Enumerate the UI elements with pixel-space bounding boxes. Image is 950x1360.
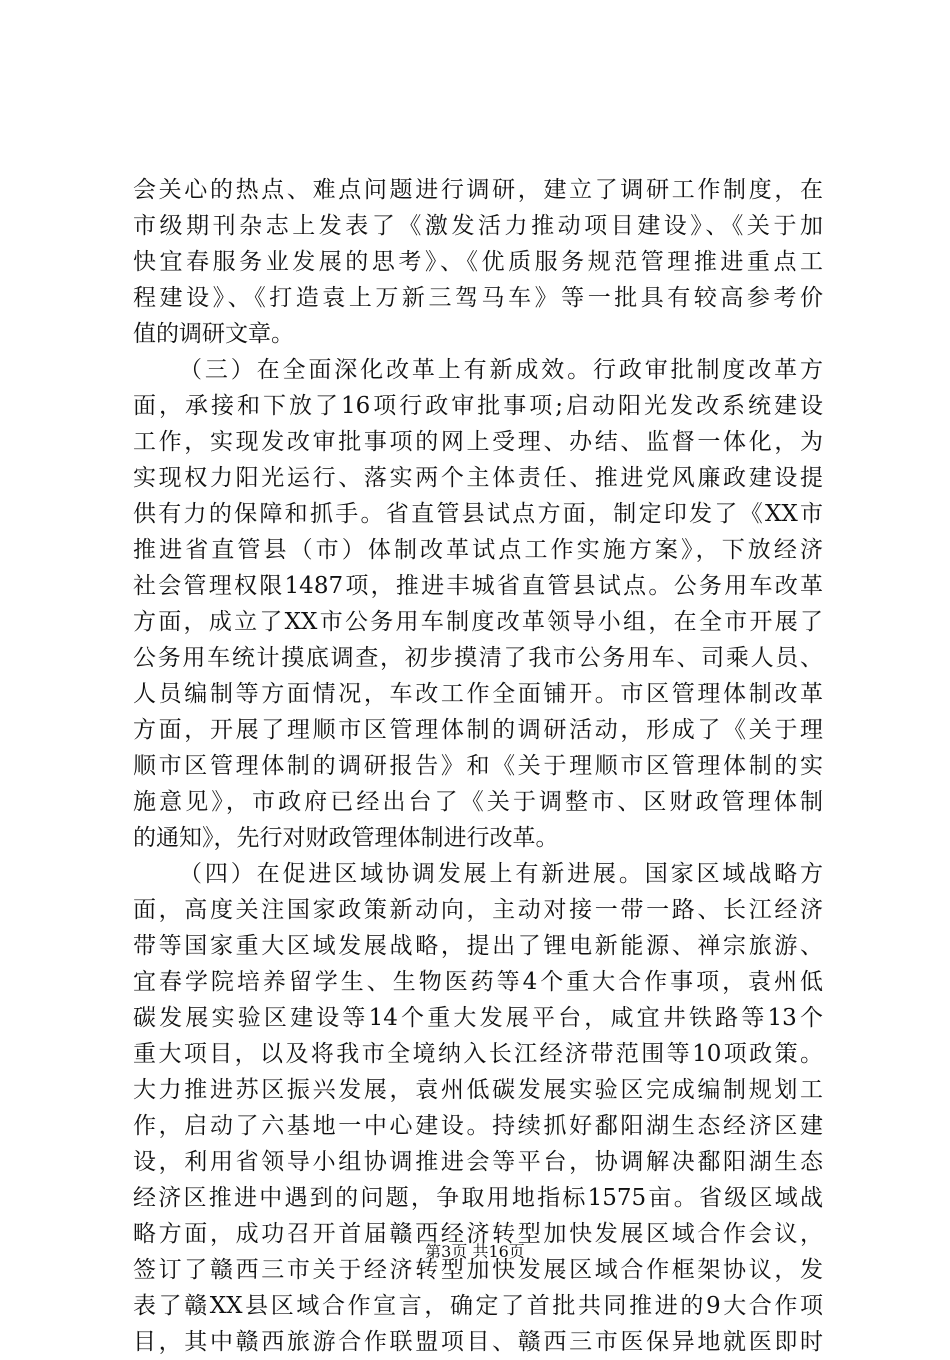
paragraph-start-line: （四）在促进区域协调发展上有新进展。国家区域战略方 <box>179 861 823 887</box>
paragraph-start-line: （三）在全面深化改革上有新成效。行政审批制度改革方 <box>179 357 823 383</box>
text-line: 人员编制等方面情况，车改工作全面铺开。市区管理体制改革 <box>133 681 823 707</box>
page-number-footer: 第3页 共16页 <box>425 1242 525 1261</box>
text-line: 略方面，成功召开首届赣西经济转型加快发展区域合作会议， <box>133 1221 823 1247</box>
text-line: 作，启动了六基地一中心建设。持续抓好鄱阳湖生态经济区建 <box>133 1113 823 1139</box>
text-line: 市级期刊杂志上发表了《激发活力推动项目建设》、《关于加 <box>133 213 823 239</box>
text-line: 公务用车统计摸底调查，初步摸清了我市公务用车、司乘人员、 <box>133 645 823 671</box>
text-line: 宜春学院培养留学生、生物医药等4个重大合作事项，袁州低 <box>133 969 823 995</box>
text-line: 值的调研文章。 <box>133 321 294 347</box>
text-line: 方面，开展了理顺市区管理体制的调研活动，形成了《关于理 <box>133 717 823 743</box>
text-line: 带等国家重大区域发展战略，提出了锂电新能源、禅宗旅游、 <box>133 933 823 959</box>
text-line: 施意见》，市政府已经出台了《关于调整市、区财政管理体制 <box>133 789 823 815</box>
text-line: 面，高度关注国家政策新动向，主动对接一带一路、长江经济 <box>133 897 823 923</box>
text-line: 工作，实现发改审批事项的网上受理、办结、监督一体化，为 <box>133 429 823 455</box>
text-line: 重大项目，以及将我市全境纳入长江经济带范围等10项政策。 <box>133 1041 823 1067</box>
body-text <box>133 172 823 1360</box>
text-line: 经济区推进中遇到的问题，争取用地指标1575亩。省级区域战 <box>133 1185 823 1211</box>
text-line: 表了赣XX县区域合作宣言，确定了首批共同推进的9大合作项 <box>133 1293 823 1319</box>
text-line: 会关心的热点、难点问题进行调研，建立了调研工作制度，在 <box>133 177 823 203</box>
text-line: 的通知》，先行对财政管理体制进行改革。 <box>133 825 559 851</box>
text-line: 碳发展实验区建设等14个重大发展平台，咸宜井铁路等13个 <box>133 1005 823 1031</box>
text-line: 程建设》、《打造袁上万新三驾马车》等一批具有较高参考价 <box>133 285 823 311</box>
text-line: 推进省直管县（市）体制改革试点工作实施方案》，下放经济 <box>133 537 823 563</box>
text-line: 面，承接和下放了16项行政审批事项;启动阳光发改系统建设 <box>133 393 823 419</box>
text-line: 实现权力阳光运行、落实两个主体责任、推进党风廉政建设提 <box>133 465 823 491</box>
text-line: 方面，成立了XX市公务用车制度改革领导小组，在全市开展了 <box>133 609 823 635</box>
text-line: 供有力的保障和抓手。省直管县试点方面，制定印发了《XX市 <box>133 501 823 527</box>
text-line: 顺市区管理体制的调研报告》和《关于理顺市区管理体制的实 <box>133 753 823 779</box>
text-line: 签订了赣西三市关于经济转型加快发展区域合作框架协议，发 <box>133 1257 823 1283</box>
text-line: 快宜春服务业发展的思考》、《优质服务规范管理推进重点工 <box>133 249 823 275</box>
text-line: 设，利用省领导小组协调推进会等平台，协调解决鄱阳湖生态 <box>133 1149 823 1175</box>
text-line: 大力推进苏区振兴发展，袁州低碳发展实验区完成编制规划工 <box>133 1077 823 1103</box>
text-line: 社会管理权限1487项，推进丰城省直管县试点。公务用车改革 <box>133 573 823 599</box>
text-line: 目，其中赣西旅游合作联盟项目、赣西三市医保异地就医即时 <box>133 1329 823 1355</box>
